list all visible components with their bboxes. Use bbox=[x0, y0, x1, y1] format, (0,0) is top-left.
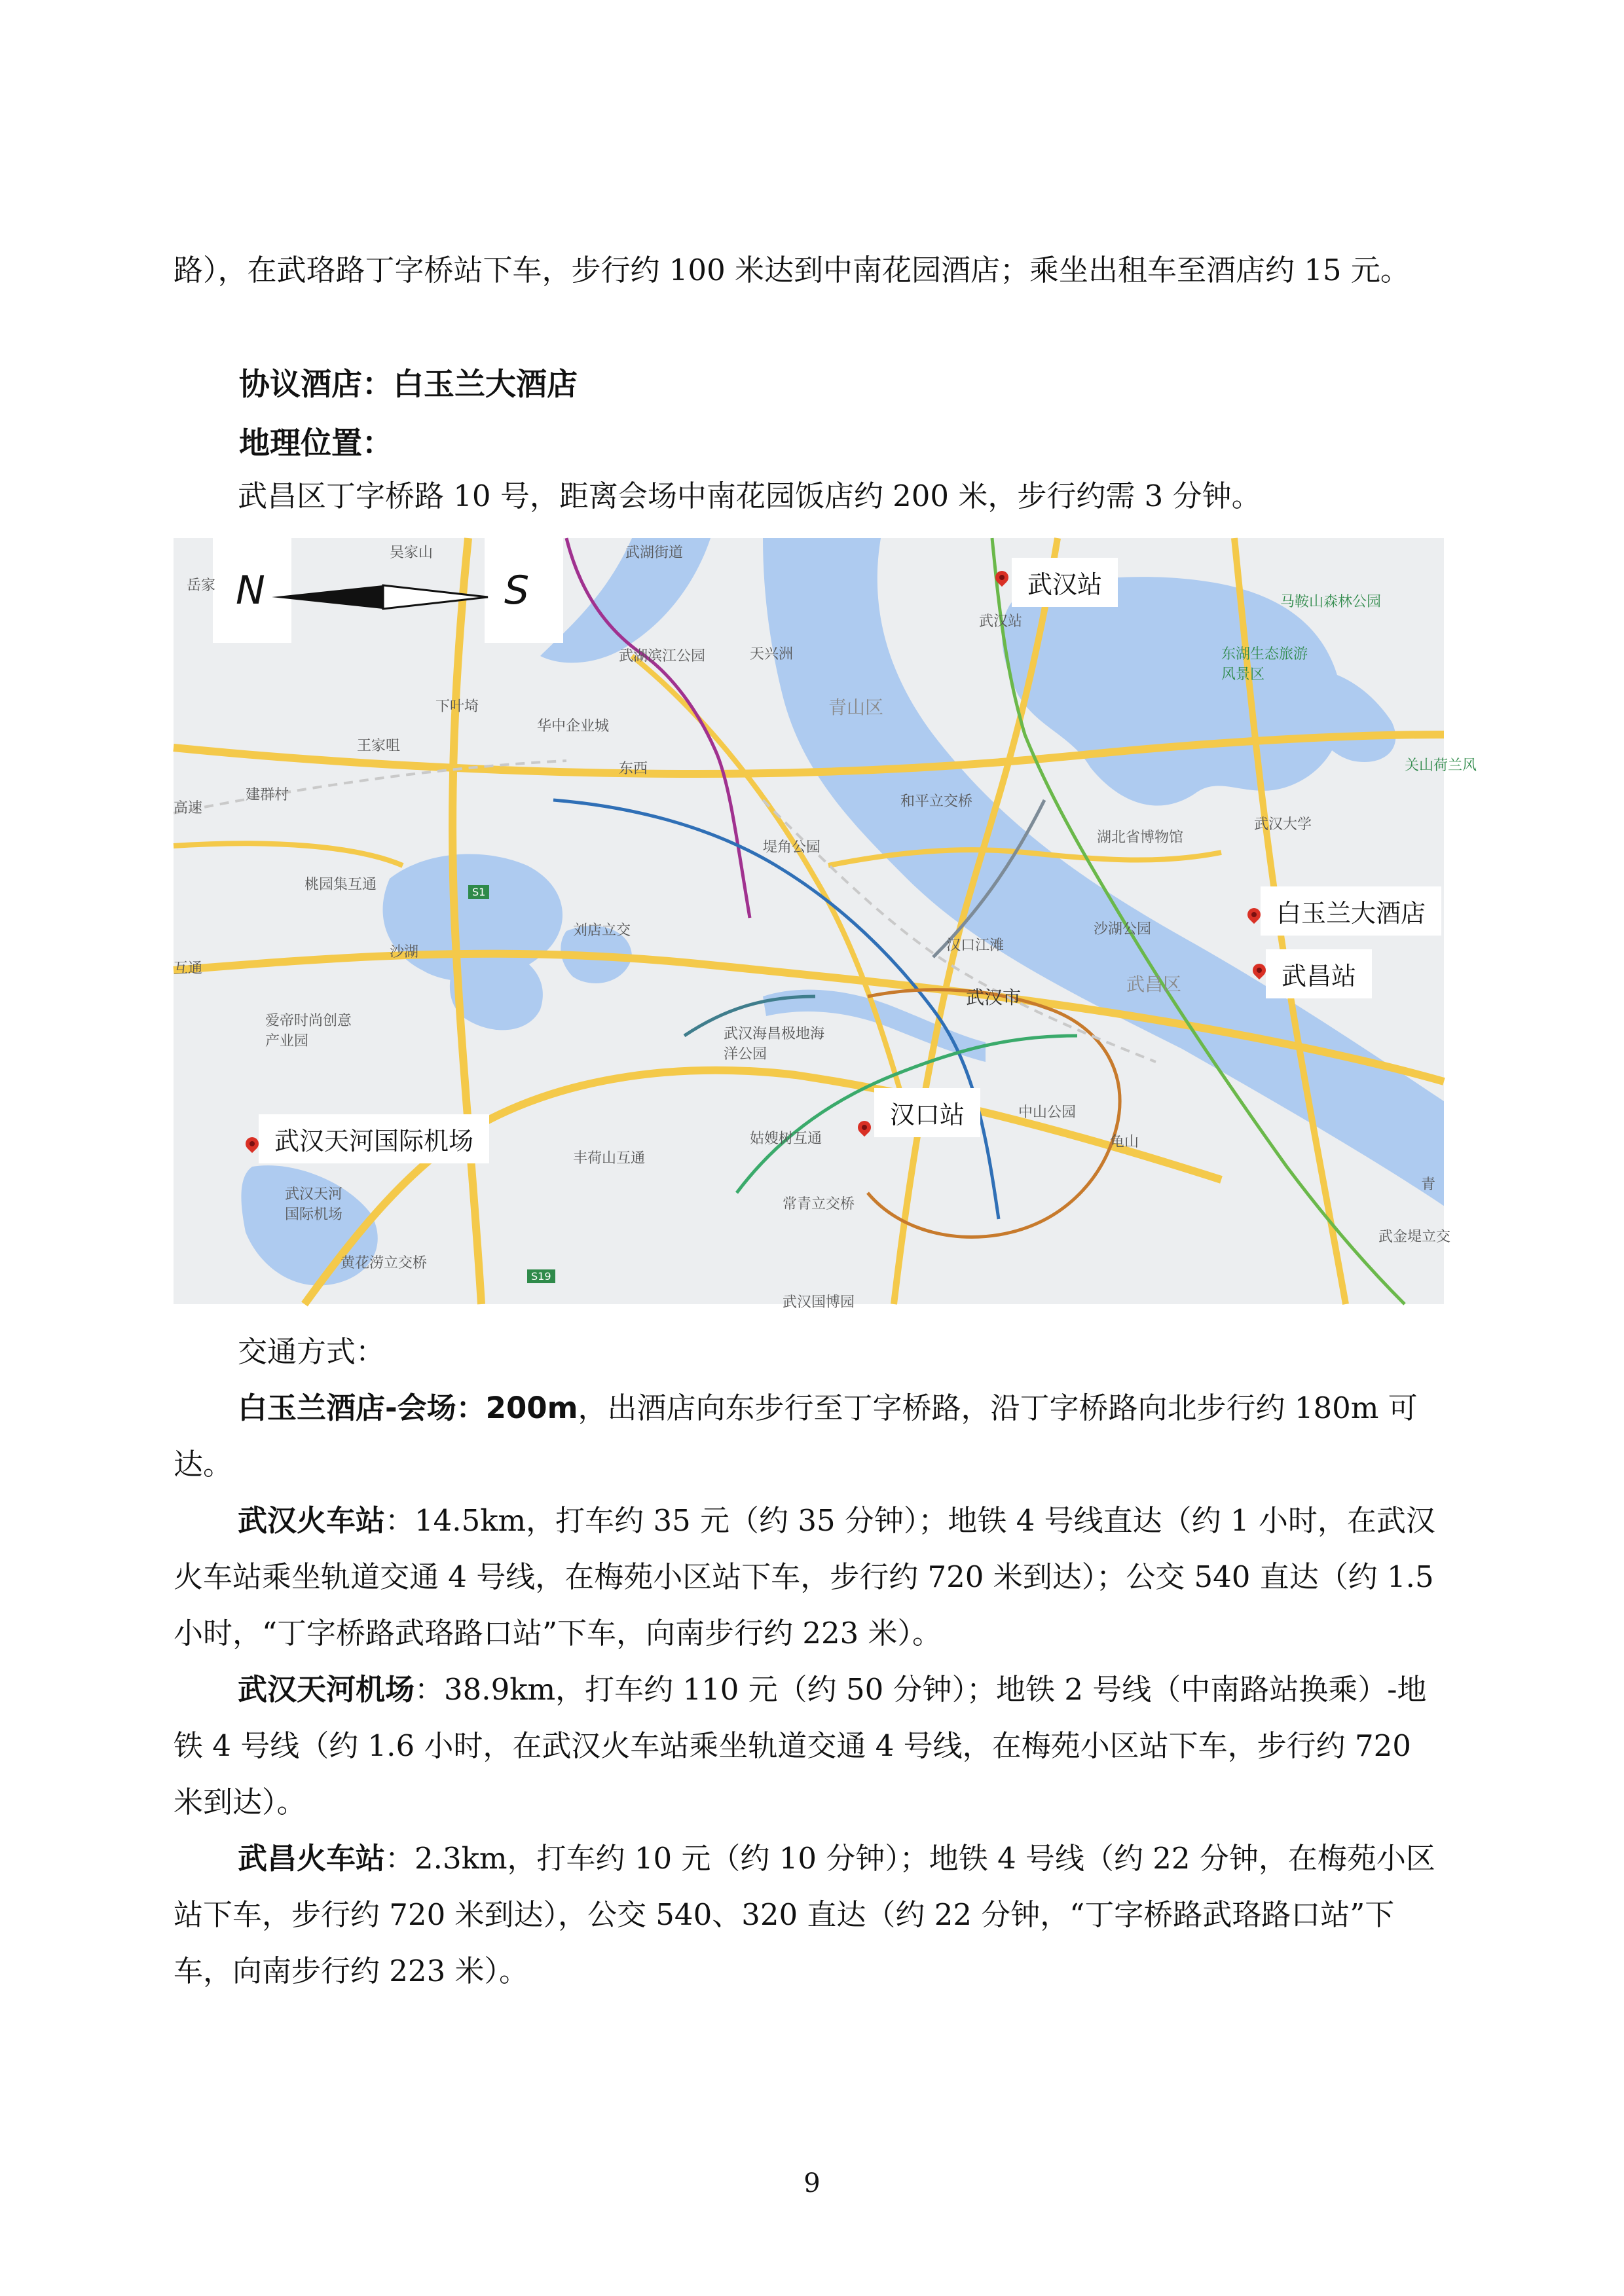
page-number: 9 bbox=[803, 2168, 821, 2198]
location-map bbox=[174, 538, 1477, 1311]
map-label: 丰荷山互通 bbox=[573, 1150, 646, 1167]
map-label: 武汉大学 bbox=[1254, 816, 1312, 833]
transport-item-title: 武汉火车站 bbox=[238, 1503, 386, 1538]
transport-item-text: ：38.9km，打车约 110 元（约 50 分钟）；地铁 2 号线（中南路站换乘）-地铁 4 号线（约 1.6 小时，在武汉火车站乘坐轨道交通 4 号线，在梅苑小区站下车，步行约 720 米到达）。 bbox=[174, 1672, 1427, 1819]
map-label: 湖北省博物馆 bbox=[1097, 829, 1184, 846]
map-label: 马鞍山森林公园 bbox=[1280, 594, 1382, 610]
map-label: 武汉海昌极地海洋公园 bbox=[724, 1026, 825, 1063]
map-label: 互通 bbox=[174, 960, 203, 977]
airport-marker: 武汉天河国际机场 bbox=[259, 1114, 489, 1163]
map-label: 高速 bbox=[174, 800, 203, 816]
transport-heading: 交通方式： bbox=[238, 1334, 386, 1369]
map-label: 沙湖 bbox=[390, 944, 419, 960]
hotel-name-heading: 协议酒店：白玉兰大酒店 bbox=[239, 367, 578, 403]
map-label: 青山区 bbox=[828, 697, 884, 718]
map-label: 汉口江滩 bbox=[946, 938, 1005, 954]
map-label: 武汉天河国际机场 bbox=[285, 1186, 343, 1223]
map-label: 关山荷兰风 bbox=[1405, 757, 1477, 774]
wuhan-station-marker: 武汉站 bbox=[1012, 558, 1118, 607]
transport-item bbox=[174, 1380, 1444, 1493]
highway-shield: S1 bbox=[468, 885, 489, 899]
transport-item bbox=[174, 1831, 1444, 1999]
map-label: 华中企业城 bbox=[537, 718, 610, 735]
map-label: 武湖滨江公园 bbox=[619, 648, 706, 665]
transport-item-text: ：14.5km，打车约 35 元（约 35 分钟）；地铁 4 号线直达（约 1 小时，在武汉火车站乘坐轨道交通 4 号线，在梅苑小区站下车，步行约 720 米到达）；公交 540 直达（约 1.5 小时，“丁字桥路武珞路口站”下车，向南步行约 223 米）。 bbox=[174, 1503, 1435, 1650]
compass-south-letter: S bbox=[504, 568, 530, 613]
transport-item-title: 白玉兰酒店-会场：200m bbox=[238, 1391, 578, 1425]
map-label: 东湖生态旅游风景区 bbox=[1221, 646, 1308, 683]
compass-north-letter: N bbox=[236, 568, 265, 613]
map-label: 岳家 bbox=[187, 577, 216, 594]
map-label: 爱帝时尚创意产业园 bbox=[265, 1013, 352, 1049]
map-label: 刘店立交 bbox=[573, 922, 631, 939]
map-label: 武金堤立交 bbox=[1378, 1229, 1451, 1245]
map-label: 龟山 bbox=[1110, 1134, 1139, 1150]
transport-item-text: ，出酒店向东步行至丁字桥路，沿丁字桥路向北步行约 180m 可达。 bbox=[174, 1391, 1418, 1482]
map-label: 下叶埼 bbox=[435, 699, 479, 715]
map-label: 桃园集互通 bbox=[304, 877, 377, 893]
map-label: 武汉站 bbox=[979, 613, 1023, 630]
wuchang-station-marker: 武昌站 bbox=[1266, 949, 1372, 998]
map-label: 武汉市 bbox=[966, 987, 1022, 1008]
map-label: 和平立交桥 bbox=[900, 793, 973, 810]
hankou-station-marker: 汉口站 bbox=[874, 1088, 980, 1137]
map-label: 青 bbox=[1421, 1176, 1436, 1193]
map-label: 沙湖公园 bbox=[1094, 921, 1152, 938]
transport-item bbox=[174, 1662, 1444, 1831]
map-label: 武昌区 bbox=[1126, 974, 1182, 995]
map-label: 建群村 bbox=[246, 787, 289, 803]
highway-shield: S19 bbox=[527, 1269, 555, 1283]
map-label: 东西 bbox=[619, 761, 648, 777]
map-label: 王家咀 bbox=[357, 738, 401, 754]
map-label: 武湖街道 bbox=[625, 545, 684, 561]
transport-item bbox=[174, 1493, 1444, 1662]
hotel-address: 武昌区丁字桥路 10 号，距离会场中南花园饭店约 200 米，步行约需 3 分钟。 bbox=[238, 479, 1261, 513]
location-heading: 地理位置： bbox=[239, 426, 393, 462]
map-label: 常青立交桥 bbox=[783, 1196, 855, 1212]
hotel-marker: 白玉兰大酒店 bbox=[1261, 886, 1441, 936]
map-label: 堤角公园 bbox=[763, 839, 821, 856]
map-label: 中山公园 bbox=[1018, 1104, 1077, 1121]
map-label: 吴家山 bbox=[390, 545, 434, 561]
compass-arrow-icon bbox=[272, 584, 494, 610]
transport-item-text: ：2.3km，打车约 10 元（约 10 分钟）；地铁 4 号线（约 22 分钟，在梅苑小区站下车，步行约 720 米到达），公交 540、320 直达（约 22 分钟，“丁字桥路武珞路口站”下车，向南步行约 223 米）。 bbox=[174, 1841, 1435, 1988]
map-label: 武汉国博园 bbox=[783, 1294, 855, 1311]
intro-paragraph: 路），在武珞路丁字桥站下车，步行约 100 米达到中南花园酒店；乘坐出租车至酒店约 15 元。 bbox=[174, 253, 1410, 287]
map-label: 黄花涝立交桥 bbox=[341, 1255, 428, 1271]
map-label: 姑嫂树互通 bbox=[750, 1131, 822, 1147]
transport-item-title: 武汉天河机场 bbox=[238, 1672, 415, 1707]
transport-item-title: 武昌火车站 bbox=[238, 1841, 386, 1876]
map-label: 天兴洲 bbox=[750, 646, 794, 663]
